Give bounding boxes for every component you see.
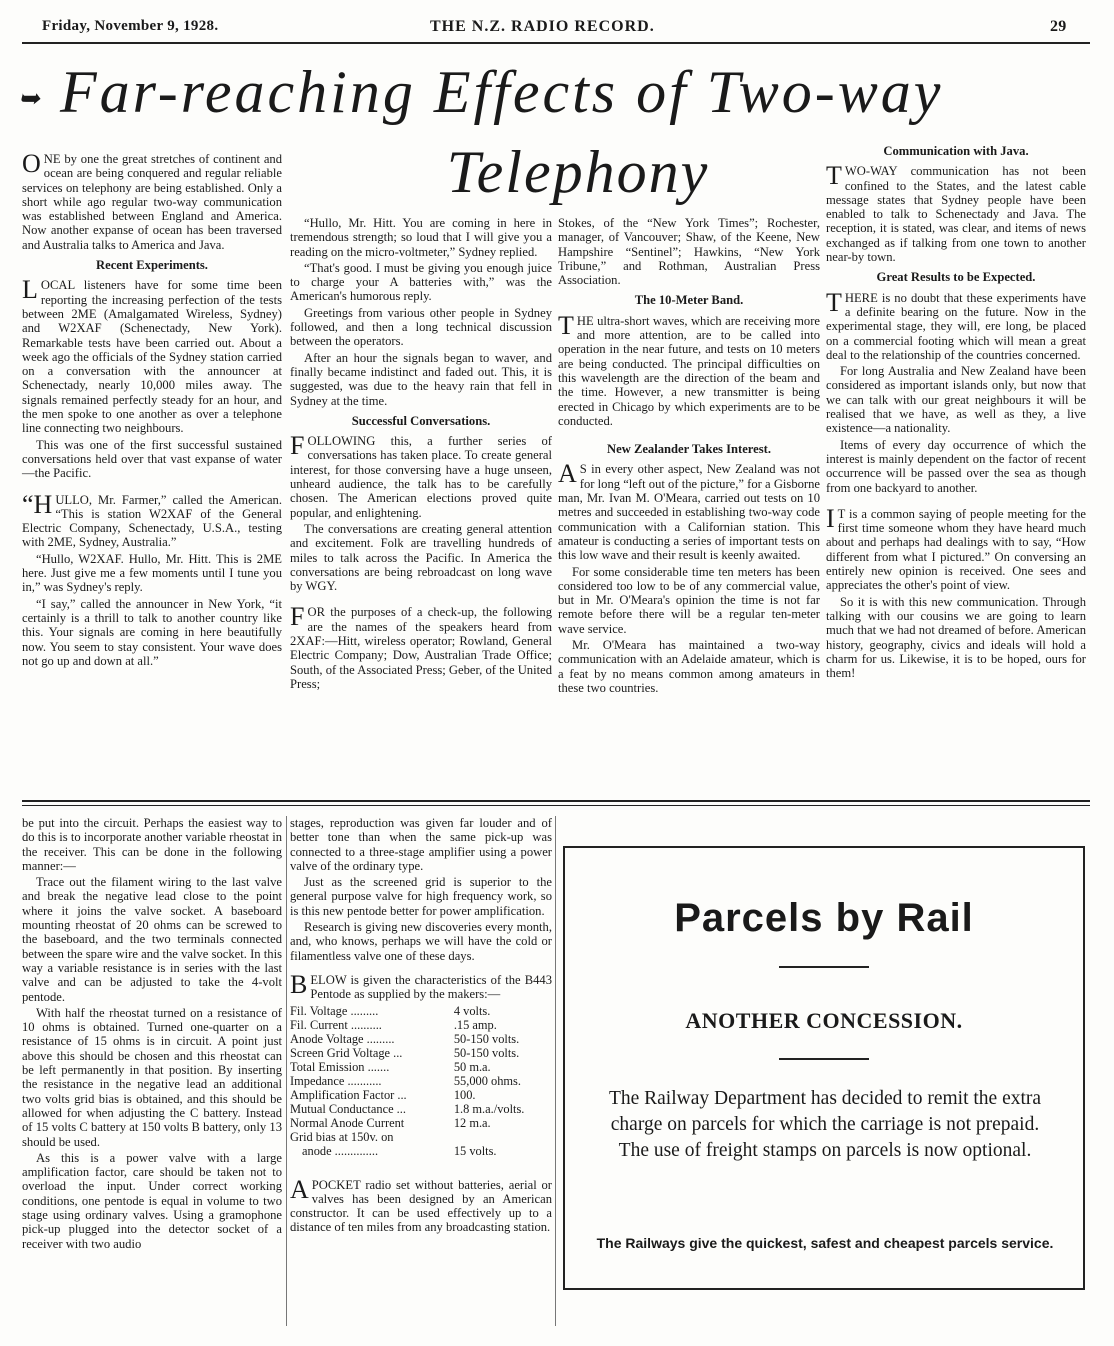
spec-value: 1.8 m.a./volts. [453,1101,525,1116]
title-ornament: ➥ [18,84,40,113]
publication-name: THE N.Z. RADIO RECORD. [430,18,655,35]
spec-row [290,1074,552,1088]
spec-value: 55,000 ohms. [453,1073,521,1088]
paragraph: HE ultra-short waves, which are receiving more and more attention, are to be called into operation in the near future, and tests on 10 meters are being conducted. The principal difficulties on this wavelength are the direction of the beam and the time. However, a new transmitter is being erected in Chicago by which experiments are to be conducted. [558,313,820,428]
paragraph: As this is a power valve with a large amplification factor, care should be taken not to overload the input. Under correct working conditions, one pentode is equal in volume to two stage using ordinary valves. Using a gramophone pick-up plugged into the detector socket of a receiver with two audio [22,1150,282,1251]
advert-body: The Railway Department has decided to remit the extra charge on parcels for which the carriage is not prepaid. The use of freight stamps on parcels is now optional. [608,1088,1042,1161]
section-divider-bottom [22,805,1090,806]
subheading-10-meter-band: The 10-Meter Band. [634,293,744,308]
spec-label: Fil. Current .......... [290,1017,382,1032]
spec-label: Fil. Voltage ......... [290,1003,379,1018]
spec-row [290,1130,552,1144]
paragraph: Greetings from various other people in Sydney followed, and then a long technical discussion between the operators. [290,305,552,349]
drop-cap: A [558,459,577,489]
paragraph: OCAL listeners have for some time been reporting the increasing perfection of the tests between 2ME (Amalgamated Wireless, Sydney) and W2XAF (Schenectady, New York). Remarkable tests have been carried out. About a week ago the officials of the Sydney station carried on a conversation with the announcer at Schenectady, nearly 10,000 miles away. The signals remained perfectly steady for an hour, and the men spoke to one another as over a telephone line connecting two neighbours. [22,278,282,436]
railway-advertisement [563,846,1085,1290]
spec-value: 100. [453,1087,476,1102]
subheading-new-zealander: New Zealander Takes Interest. [607,442,771,457]
spec-label: Grid bias at 150v. on [290,1129,394,1144]
paragraph: ELOW is given the characteristics of the B443 Pentode as supplied by the makers:— [310,972,552,1002]
page-number: 29 [1050,18,1067,35]
paragraph: Items of every day occurrence of which the interest is mainly dependent on the factor of recent occurrence will be passed over the sea as though from one backyard to another. [826,437,1086,495]
paragraph: Just as the screened grid is superior to the general purpose valve for high frequency work, so is this new pentode better for power amplification. [290,875,552,918]
advert-footer: The Railways give the quickest, safest and cheapest parcels service. [596,1235,1054,1251]
article-title-line1: Far-reaching Effects of Two-way [60,59,944,125]
subheading-communication-java: Communication with Java. [883,144,1029,158]
advert-title: Parcels by Rail [674,896,974,940]
spec-value [450,1130,552,1144]
advert-rule [779,966,869,968]
paragraph: Stokes, of the “New York Times”; Rochester, manager, of Vancouver; Shaw, of the Keene, New Hampshire “Sentinel”; Hawkins, “New York Tribune,” and Rothman, Australian Press Association. [558,216,820,288]
paragraph: stages, reproduction was given far louder and of better tone than when the same pick-up was connected to a three-stage amplifier using a power valve of the ordinary type. [290,816,552,873]
paragraph: For long Australia and New Zealand have been considered as important islands only, but now that we can talk with our great neighbours it will be realised that we have, as well as they, a live existence—a nationality. [826,364,1086,436]
article-column-2 [290,216,552,693]
subheading-successful-conversations: Successful Conversations. [351,413,491,428]
spec-value: 12 m.a. [453,1115,491,1130]
paragraph: “Hullo, W2XAF. Hullo, Mr. Hitt. This is 2ME here. Just give me a few moments until I tune you in,” was Sydney's reply. [22,551,282,595]
paragraph: After an hour the signals began to waver, and finally became indistinct and faded out. This, it is suggested, was due to the heavy rain that fell in Sydney at the time. [290,350,552,408]
spec-label: Impedance ........... [290,1073,382,1088]
paragraph: So it is with this new communication. Through talking with our cousins we are going to learn much that we had not dreamed of before. American history, geography, civics and ideals will hold a charm for us. Likewise, it is to be hoped, ours for them! [826,594,1086,681]
spec-row [290,1088,552,1102]
advert-subtitle: ANOTHER CONCESSION. [685,1008,963,1033]
article-title-line2: Telephony [446,139,710,205]
spec-row [290,1046,552,1060]
spec-label: Total Emission ....... [290,1059,390,1074]
article-column-3 [558,216,820,697]
column-separator [286,816,287,1326]
drop-cap: T [826,161,842,191]
spec-row [290,1116,552,1130]
paragraph: HERE is no doubt that these experiments have a definite bearing on the future. Now in the experimental stage, they will, ere long, be placed on a commercial footing which will mean a great deal to the relationship of the countries concerned. [826,290,1086,362]
spec-row [290,1004,552,1018]
spec-row [290,1144,552,1158]
spec-label: Mutual Conductance ... [290,1101,406,1116]
paragraph: “That's good. I must be giving you enough juice to charge your A batteries with,” was the American's humorous reply. [290,260,552,304]
drop-cap: L [22,275,38,305]
paragraph: be put into the circuit. Perhaps the easiest way to do this is to incorporate another variable rheostat in the receiver. This can be done in the following manner:— [22,816,282,873]
paragraph: T is a common saying of people meeting for the first time someone whom they have heard much about and perhaps had dealings with to say, “How different from what I pictured.” On conversing an entirely new opinion is received. One sees and appreciates the other's point of view. [826,506,1086,593]
drop-cap: T [558,310,574,340]
drop-cap: B [290,969,308,999]
spec-value: 15 volts. [453,1143,497,1158]
spec-value: 50-150 volts. [453,1045,520,1060]
paragraph: OLLOWING this, a further series of conversations has taken place. To create general interest, for those conversing have a huge unseen, unheard audience, the talk has to be carefully chosen. The American elections proved quite popular, and enlightening. [290,434,552,520]
advert-rule [779,1058,869,1060]
paragraph: “Hullo, Mr. Hitt. You are coming in here in tremendous strength; so loud that I will give you a reading on the micro-voltmeter,” Sydney replied. [290,216,552,259]
drop-cap: F [290,602,305,632]
section-divider-top [22,800,1090,802]
pentode-specs-table [290,1004,552,1158]
spec-value: .15 amp. [453,1017,497,1032]
paragraph: This was one of the first successful sustained conversations held over that vast expanse of water—the Pacific. [22,437,282,481]
paragraph: POCKET radio set without batteries, aerial or valves has been designed by an American constructor. It can be used effectively up to a distance of ten miles from any broadcasting station. [290,1177,552,1235]
pentode-column-2 [290,816,552,1237]
spec-label: Amplification Factor ... [290,1087,407,1102]
drop-cap: O [22,149,41,178]
drop-cap: F [290,431,305,461]
spec-row [290,1032,552,1046]
paragraph: Mr. O'Meara has maintained a two-way communication with an Adelaide amateur, which is a feat by no means common among amateurs in these two countries. [558,638,820,695]
header-rule [22,42,1090,44]
paragraph: Trace out the filament wiring to the last valve and break the negative lead close to the point where it joins the valve socket. A baseboard mounting rheostat of 20 ohms can be screwed to the baseboard, and the two terminals connected between the spare wire and the valve socket. In this way a variable resistance is in series with the last valve and can be adjusted to take the 4-volt pentode. [22,875,282,1004]
paragraph: For some considerable time ten meters has been considered too low to be of any commercial value, but in Mr. O'Meara's opinion the time is not far remote before there will be a regular ten-meter wave service. [558,564,820,636]
paragraph: ULLO, Mr. Farmer,” called the American. “This is station W2XAF of the General Electric Company, Schenectady, U.S.A., testing with 2ME, Sydney, Australia.” [22,492,282,550]
spec-label: Anode Voltage ......... [290,1031,395,1046]
pentode-column-1 [22,816,282,1253]
paragraph: With half the rheostat turned on a resistance of 10 ohms is obtained. Turned one-quarter on a resistance of 15 ohms is in circuit. A point just above this should be chosen and this rheostat can be left permanently in that position. By inserting the resistance in the negative lead an additional two volts grid bias is obtained, and this should be allowed for when adjusting the C battery. Instead of 15 volts C battery at 150 volts B battery, only 13 should be used. [22,1005,282,1149]
article-column-4 [826,144,1086,682]
paragraph: NE by one the great stretches of continent and ocean are being conquered and regular reliable services on telephony are being established. Only a short while ago regular two-way communication was established between England and America. Now another expanse of ocean has been traversed and Australia talks to America and Java. [22,152,282,252]
subheading-recent-experiments: Recent Experiments. [96,258,208,273]
paragraph: S in every other aspect, New Zealand was not for long “left out of the picture,” for a Gisborne man, Mr. Ivan M. O'Meara, carried out tests on 10 metres and succeeded in establishing two-way code communication with a Californian station. This amateur is conducting a series of important tests on this low wave and their result is keenly awaited. [558,462,820,563]
spec-row [290,1060,552,1074]
paragraph: Research is giving new discoveries every month, and, who knows, perhaps we will have the cold or filamentless valve one of these days. [290,920,552,963]
spec-label: anode .............. [302,1143,379,1158]
article-column-1 [22,149,282,670]
column-separator [555,816,556,1326]
drop-cap: T [826,287,842,317]
spec-value: 50 m.a. [453,1059,491,1074]
drop-cap: “H [22,489,53,519]
spec-label: Normal Anode Current [290,1115,405,1130]
subheading-great-results: Great Results to be Expected. [876,270,1036,285]
paragraph: OR the purposes of a check-up, the following are the names of the speakers heard from 2XAF:—Hitt, wireless operator; Rowland, General Electric Company; Dow, Australian Trade Office; South, of the Associated Press; Geber, of the United Press; [290,605,552,691]
paragraph: The conversations are creating general attention and excitement. Folk are travelling hundreds of miles to talk across the Pacific. In America the conversations are being rebroadcast on long wave by WGY. [290,521,552,594]
spec-row [290,1102,552,1116]
spec-row [290,1018,552,1032]
paragraph: WO-WAY communication has not been confined to the States, and the latest cable message states that Sydney people have been enabled to talk to Schenectady and Java. The reception, it is stated, was clear, and items of news exchanged as if talking from one town to another near-by town. [826,164,1086,265]
spec-value: 4 volts. [453,1003,491,1018]
drop-cap: A [290,1174,309,1204]
spec-label: Screen Grid Voltage ... [290,1045,403,1060]
paragraph: “I say,” called the announcer in New York, “it certainly is a thrill to talk to another country like this. Your signals are coming in here beautifully now. You seem to stay consistent. Your wave does not go up and down at all.” [22,596,282,668]
issue-date: Friday, November 9, 1928. [42,18,219,34]
drop-cap: I [826,503,835,533]
spec-value: 50-150 volts. [453,1031,520,1046]
